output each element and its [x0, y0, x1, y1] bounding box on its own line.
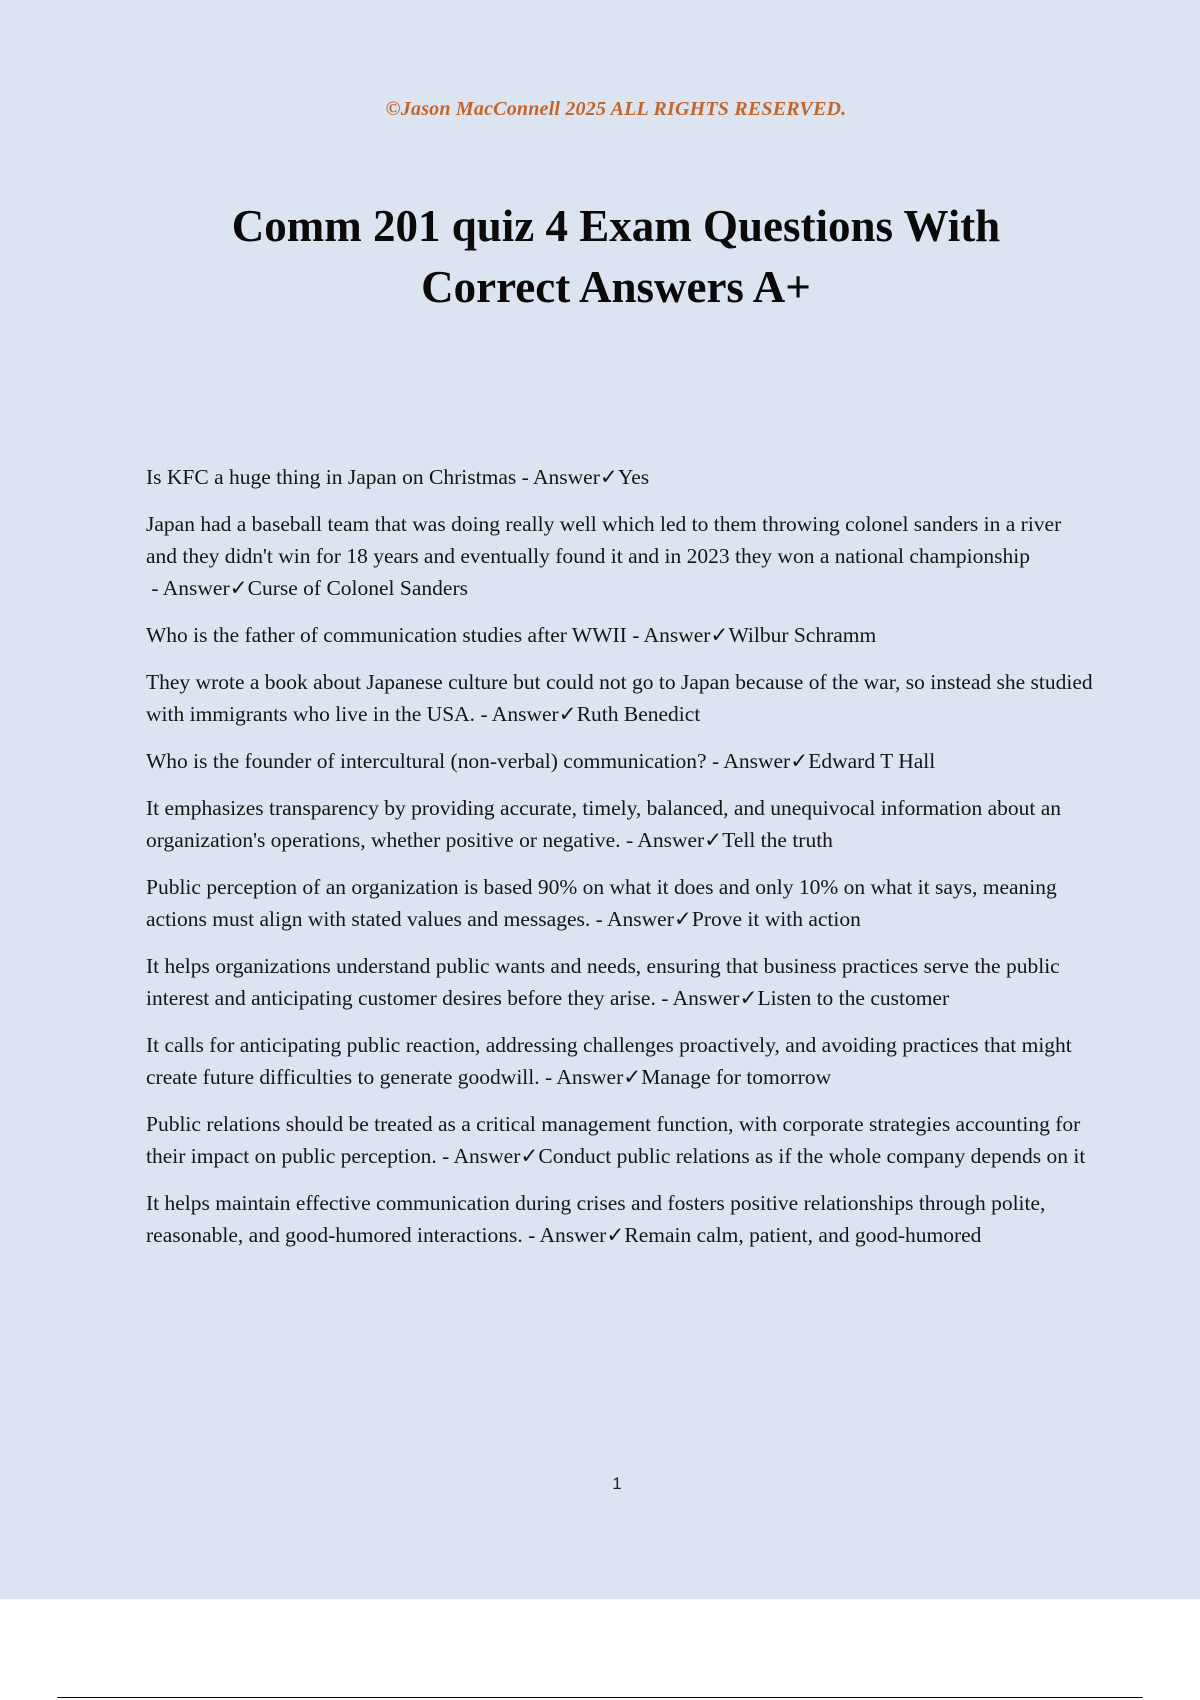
qa-item: Japan had a baseball team that was doing really well which led to them throwing colonel sanders in a river and they didn't win for 18 years and eventually found it and in 2023 they won a national championship - Answer✓Curse of Colonel Sanders [146, 512, 1062, 600]
question-text: Who is the founder of intercultural (non-verbal) communication? [146, 749, 707, 773]
answer-marker: Answer✓ [637, 828, 723, 852]
title-line-1: Comm 201 quiz 4 Exam Questions With [231, 201, 1001, 251]
qa-item: It helps maintain effective communication during crises and fosters positive relationships through polite, reasonable, and good-humored interactions. - Answer✓Remain calm, patient, and good-humored [146, 1191, 1046, 1247]
question-text: Public relations should be treated as a critical management function, with corporate strategies accounting for their impact on public perception. [146, 1112, 1081, 1168]
answer-marker: Answer✓ [672, 986, 758, 1010]
answer-text: Remain calm, patient, and good-humored [624, 1223, 982, 1247]
answer-marker: Answer✓ [533, 465, 618, 489]
qa-item: Public relations should be treated as a critical management function, with corporate strategies accounting for their impact on public perception. - Answer✓Conduct public relations as if the whole company depends on it [146, 1112, 1086, 1168]
question-text: It emphasizes transparency by providing accurate, timely, balanced, and unequivocal information about an organization's operations, whether positive or negative. [146, 796, 1062, 852]
qa-item: Public perception of an organization is based 90% on what it does and only 10% on what it says, meaning actions must align with stated values and messages. - Answer✓Prove it with action [146, 875, 1057, 931]
answer-text: Prove it with action [691, 907, 861, 931]
question-text: Public perception of an organization is based 90% on what it does and only 10% on what it says, meaning actions must align with stated values and messages. [146, 875, 1057, 931]
answer-text: Tell the truth [722, 828, 833, 852]
answer-marker: Answer✓ [491, 702, 577, 726]
answer-marker: Answer✓ [556, 1065, 642, 1089]
answer-text: Manage for tomorrow [641, 1065, 832, 1089]
answer-marker: Answer✓ [162, 576, 248, 600]
qa-item: It emphasizes transparency by providing accurate, timely, balanced, and unequivocal information about an organization's operations, whether positive or negative. - Answer✓Tell the truth [146, 796, 1062, 852]
answer-marker: Answer✓ [723, 749, 809, 773]
answer-text: Conduct public relations as if the whole company depends on it [538, 1144, 1086, 1168]
qa-item: Is KFC a huge thing in Japan on Christmas - Answer✓Yes [146, 465, 650, 489]
qa-item: Who is the founder of intercultural (non-verbal) communication? - Answer✓Edward T Hall [146, 749, 936, 773]
answer-text: Listen to the customer [757, 986, 950, 1010]
document-title [100, 196, 1132, 318]
answer-text: Curse of Colonel Sanders [247, 576, 468, 600]
qa-item: They wrote a book about Japanese culture but could not go to Japan because of the war, so instead she studied with immigrants who live in the USA. - Answer✓Ruth Benedict [146, 670, 1093, 726]
answer-marker: Answer✓ [453, 1144, 539, 1168]
copyright-notice: ©Jason MacConnell 2025 ALL RIGHTS RESERVED. [385, 98, 847, 120]
question-text: They wrote a book about Japanese culture but could not go to Japan because of the war, so instead she studied with immigrants who live in the USA. [146, 670, 1093, 726]
answer-marker: Answer✓ [539, 1223, 625, 1247]
question-answer-list [146, 461, 1096, 1266]
qa-item: It calls for anticipating public reaction, addressing challenges proactively, and avoiding practices that might create future difficulties to generate goodwill. - Answer✓Manage for tomorrow [146, 1033, 1072, 1089]
title-line-2: Correct Answers A+ [421, 262, 811, 312]
question-text: Japan had a baseball team that was doing really well which led to them throwing colonel sanders in a river and they didn't win for 18 years and eventually found it and in 2023 they won a national championship [146, 512, 1062, 568]
question-text: It calls for anticipating public reaction, addressing challenges proactively, and avoiding practices that might create future difficulties to generate goodwill. [146, 1033, 1072, 1089]
qa-item: It helps organizations understand public wants and needs, ensuring that business practices serve the public interest and anticipating customer desires before they arise. - Answer✓Listen to the customer [146, 954, 1060, 1010]
question-text: Who is the father of communication studies after WWII [146, 623, 627, 647]
answer-marker: Answer✓ [606, 907, 692, 931]
qa-item: Who is the father of communication studies after WWII - Answer✓Wilbur Schramm [146, 623, 877, 647]
answer-text: Wilbur Schramm [728, 623, 877, 647]
page-number: 1 [612, 1474, 622, 1493]
answer-text: Edward T Hall [808, 749, 936, 773]
question-text: It helps organizations understand public wants and needs, ensuring that business practices serve the public interest and anticipating customer desires before they arise. [146, 954, 1060, 1010]
answer-marker: Answer✓ [643, 623, 729, 647]
footer-divider [57, 1697, 1143, 1698]
question-text: Is KFC a huge thing in Japan on Christmas [146, 465, 517, 489]
answer-text: Ruth Benedict [576, 702, 701, 726]
answer-text: Yes [617, 465, 650, 489]
question-text: It helps maintain effective communication during crises and fosters positive relationships through polite, reasonable, and good-humored interactions. [146, 1191, 1046, 1247]
